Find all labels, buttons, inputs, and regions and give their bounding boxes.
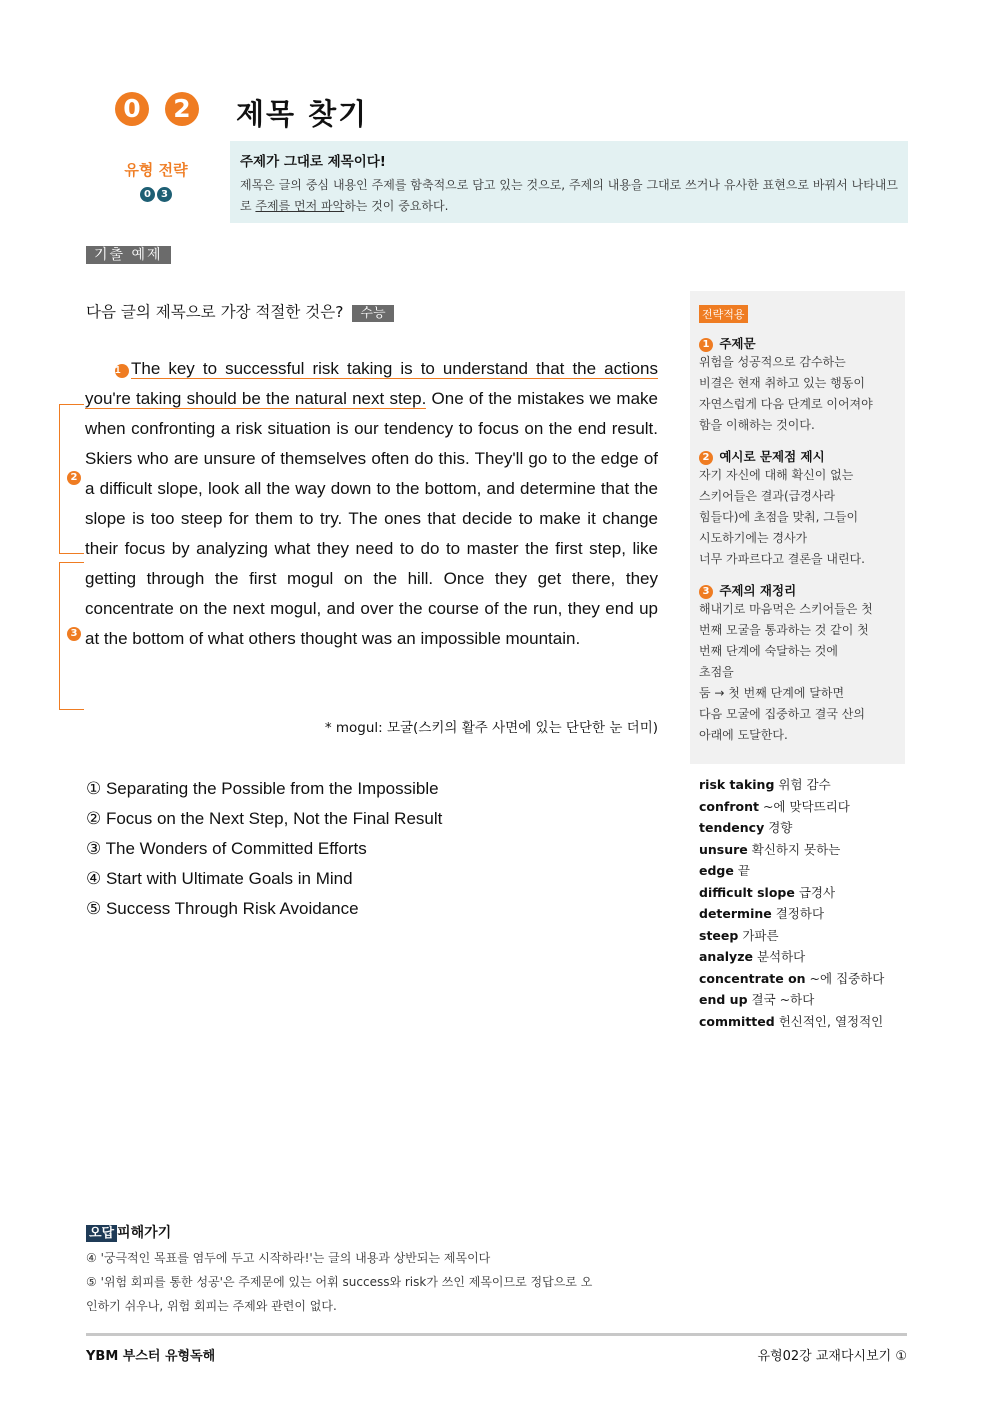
choice-1[interactable]: ① Separating the Possible from the Impossible bbox=[86, 779, 439, 798]
strategy-body-text: 제목은 글의 중심 내용인 주제를 함축적으로 담고 있는 것으로, 주제의 내용을 그대로 쓰거나 유사한 표현으로 바꿔서 나타내므로 bbox=[240, 178, 898, 213]
wrong-line: ⑤ '위험 회피를 통한 성공'은 주제문에 있는 어휘 success와 risk가 쓰인 제목이므로 정답으로 오 bbox=[86, 1275, 593, 1289]
sidebar-section-1-heading: 주제문 bbox=[719, 336, 756, 351]
sidebar-line: 다음 모굴에 집중하고 결국 산의 bbox=[699, 707, 865, 721]
sidebar-marker-3: 3 bbox=[699, 585, 713, 599]
vocab-item bbox=[699, 968, 884, 990]
sidebar-line: 스키어들은 결과(급경사라 bbox=[699, 489, 836, 503]
wrong-answer-header bbox=[86, 1222, 666, 1242]
strategy-body-underlined: 주제를 먼저 파악 bbox=[255, 199, 345, 213]
footer-divider bbox=[86, 1333, 907, 1336]
wrong-line: ④ '궁극적인 목표를 염두에 두고 시작하라!'는 글의 내용과 상반되는 제목이다 bbox=[86, 1251, 491, 1265]
vocab-en: concentrate on bbox=[699, 970, 806, 986]
choice-2[interactable]: ② Focus on the Next Step, Not the Final Result bbox=[86, 809, 443, 828]
passage bbox=[85, 354, 658, 654]
question-text: 다음 글의 제목으로 가장 적절한 것은? bbox=[86, 303, 344, 321]
vocab-ko: 끝 bbox=[737, 863, 750, 878]
vocab-list bbox=[699, 774, 884, 1032]
vocab-ko: 헌신적인, 열정적인 bbox=[778, 1013, 884, 1029]
vocab-en: committed bbox=[699, 1013, 775, 1029]
wrong-tag: 오답 bbox=[86, 1225, 117, 1242]
sidebar-section-2-body bbox=[699, 465, 896, 570]
vocab-item bbox=[699, 774, 884, 796]
wrong-answer-section bbox=[86, 1222, 666, 1318]
sidebar-marker-2: 2 bbox=[699, 451, 713, 465]
vocab-en: steep bbox=[699, 927, 739, 943]
passage-marker-1: 1 bbox=[115, 364, 129, 378]
strategy-number-2: 3 bbox=[157, 187, 172, 202]
sidebar-line: 위험을 성공적으로 감수하는 bbox=[699, 355, 846, 369]
choice-4[interactable]: ④ Start with Ultimate Goals in Mind bbox=[86, 869, 353, 888]
sidebar-line: 힘들다)에 초점을 맞춰, 그들이 bbox=[699, 510, 859, 524]
vocab-en: analyze bbox=[699, 949, 753, 964]
vocab-en: edge bbox=[699, 863, 734, 878]
footnote: * mogul: 모굴(스키의 활주 사면에 있는 단단한 눈 더미) bbox=[324, 720, 658, 736]
vocab-ko: ~에 맞닥뜨리다 bbox=[762, 798, 850, 814]
vocab-item bbox=[699, 860, 884, 882]
strategy-box bbox=[230, 141, 908, 223]
section-tag bbox=[86, 244, 171, 264]
vocab-ko: 가파른 bbox=[742, 927, 779, 943]
vocab-ko: 경향 bbox=[768, 820, 793, 835]
sidebar-section-2-title bbox=[699, 447, 896, 465]
sidebar-line: 너무 가파르다고 결론을 내린다. bbox=[699, 552, 865, 566]
choice-5[interactable]: ⑤ Success Through Risk Avoidance bbox=[86, 899, 359, 918]
passage-body: One of the mistakes we make when confronting a risk situation is our tendency to focus on the end result. Skiers who are unsure of themselves often do this. They'll go to the edge of a difficult slope, look all the way down to the bottom, and determine that the slope is too steep for them to try. The ones that decide to make it change their focus by analyzing what they need to do to master the first step, like getting through the first mogul on the hill. Once they get there, they concentrate on the next mogul, and over the course of the run, they end up at the bottom of what others thought was an impossible mountain. bbox=[85, 389, 658, 648]
bracket-marker-3: 3 bbox=[67, 627, 81, 641]
sidebar-line: 함을 이해하는 것이다. bbox=[699, 418, 815, 432]
sidebar-line: 해내기로 마음먹은 스키어들은 첫 bbox=[699, 602, 873, 616]
sidebar-marker-1: 1 bbox=[699, 338, 713, 352]
sidebar-line: 자기 자신에 대해 확신이 없는 bbox=[699, 468, 854, 482]
sidebar-section-3-title bbox=[699, 581, 896, 599]
strategy-number-1: 0 bbox=[140, 187, 155, 202]
wrong-line: 인하기 쉬우나, 위험 회피는 주제와 관련이 없다. bbox=[86, 1299, 337, 1313]
vocab-en: determine bbox=[699, 906, 772, 921]
vocab-en: unsure bbox=[699, 841, 748, 857]
vocab-item bbox=[699, 925, 884, 947]
title-number-0: 0 bbox=[115, 92, 149, 126]
vocab-ko: 급경사 bbox=[798, 884, 836, 900]
vocab-ko: 위험 감수 bbox=[778, 777, 831, 792]
wrong-title: 피해가기 bbox=[117, 1225, 172, 1241]
vocab-en: confront bbox=[699, 798, 759, 814]
sidebar-line: 번째 단계에 숙달하는 것에 bbox=[699, 644, 838, 658]
section-tag-label: 기출 예제 bbox=[86, 246, 171, 264]
vocab-item bbox=[699, 1011, 884, 1033]
footer-left: YBM 부스터 유형독해 bbox=[86, 1349, 216, 1364]
vocab-item bbox=[699, 989, 884, 1011]
sidebar-tag: 전략적용 bbox=[699, 305, 748, 323]
sidebar-line: 번째 모굴을 통과하는 것 같이 첫 bbox=[699, 623, 869, 637]
strategy-sidebar bbox=[690, 291, 905, 764]
vocab-ko: 결국 ~하다 bbox=[751, 992, 815, 1007]
vocab-item bbox=[699, 796, 884, 818]
sidebar-section-1-body bbox=[699, 352, 896, 436]
vocab-item bbox=[699, 882, 884, 904]
vocab-ko: 결정하다 bbox=[775, 906, 825, 921]
answer-choices bbox=[86, 774, 442, 924]
vocab-en: end up bbox=[699, 992, 748, 1007]
sidebar-section-2-heading: 예시로 문제점 제시 bbox=[719, 449, 825, 464]
vocab-ko: 분석하다 bbox=[756, 949, 806, 964]
sidebar-section-1-title bbox=[699, 334, 896, 352]
vocab-item bbox=[699, 839, 884, 861]
vocab-item bbox=[699, 946, 884, 968]
footer-right: 유형02강 교재다시보기 ① bbox=[757, 1349, 907, 1364]
topic-sentence: The key to successful risk taking is to understand that the actions you're taking should be the natural next step. bbox=[85, 359, 658, 408]
sidebar-line: 시도하기에는 경사가 bbox=[699, 531, 808, 545]
strategy-body bbox=[240, 175, 898, 217]
sidebar-line: 비결은 현재 취하고 있는 행동이 bbox=[699, 376, 865, 390]
sidebar-line: 초점을 bbox=[699, 665, 734, 679]
strategy-body-end: 하는 것이 중요하다. bbox=[344, 199, 449, 213]
bracket-marker-2: 2 bbox=[67, 471, 81, 485]
strategy-heading: 주제가 그대로 제목이다! bbox=[240, 154, 386, 170]
sidebar-section-3-heading: 주제의 재정리 bbox=[719, 583, 797, 598]
vocab-ko: 확신하지 못하는 bbox=[751, 841, 841, 857]
vocab-ko: ~에 집중하다 bbox=[809, 970, 885, 986]
strategy-label-text: 유형 전략 bbox=[124, 161, 188, 179]
sidebar-line: 둠 → 첫 번째 단계에 달하면 bbox=[699, 686, 845, 700]
title-number-2: 2 bbox=[165, 92, 199, 126]
sidebar-line: 자연스럽게 다음 단계로 이어져야 bbox=[699, 397, 873, 411]
vocab-en: difficult slope bbox=[699, 884, 795, 900]
exam-tag: 수능 bbox=[352, 305, 393, 322]
strategy-numbers bbox=[106, 183, 206, 202]
vocab-item bbox=[699, 817, 884, 839]
sidebar-line: 아래에 도달한다. bbox=[699, 728, 788, 742]
sidebar-section-3-body bbox=[699, 599, 896, 746]
page-title: 제목 찾기 bbox=[236, 97, 369, 131]
vocab-en: tendency bbox=[699, 820, 765, 835]
question bbox=[86, 300, 394, 322]
strategy-label bbox=[106, 159, 206, 202]
vocab-item bbox=[699, 903, 884, 925]
choice-3[interactable]: ③ The Wonders of Committed Efforts bbox=[86, 839, 367, 858]
vocab-en: risk taking bbox=[699, 777, 775, 792]
